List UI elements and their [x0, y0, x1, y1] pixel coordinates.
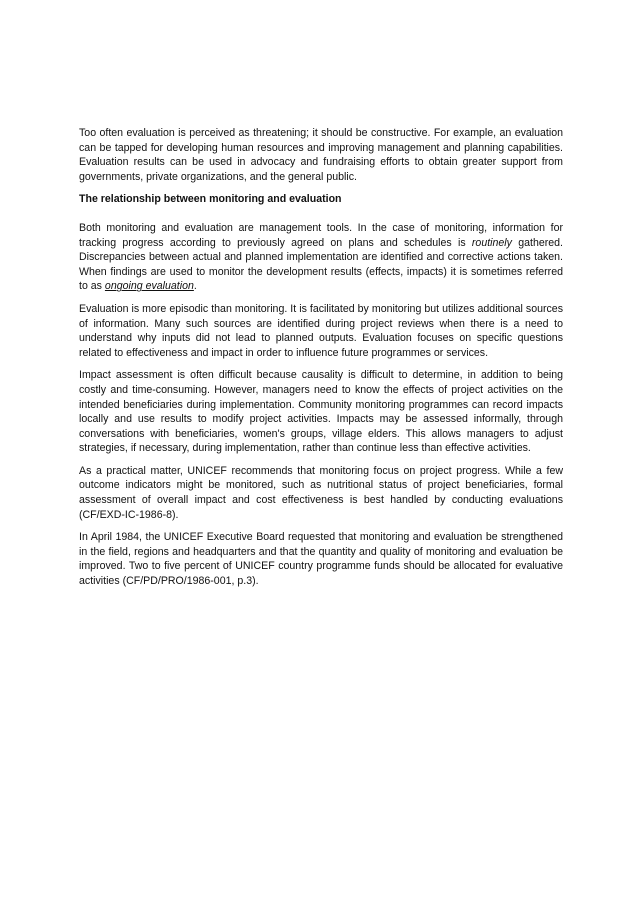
paragraph-impact-assessment: Impact assessment is often difficult because causality is difficult to determine, in addition to being costly and time-consuming. However, managers need to know the effects of project activities on the intended beneficiaries during implementation. Community monitoring programmes can record impacts locally and use results to modify project activities. Impacts may be assessed informally, through conversations with beneficiaries, women's groups, village elders. This allows managers to adjust strategies, if necessary, during implementation, rather than continue less than effective activities.	[79, 369, 563, 455]
section-heading: The relationship between monitoring and evaluation	[79, 193, 342, 206]
emphasis-routinely: routinely	[471, 236, 512, 249]
document-page	[79, 126, 563, 597]
paragraph-evaluation-constructive: Too often evaluation is perceived as threatening; it should be constructive. For example, an evaluation can be tapped for developing human resources and improving management and planning capabilities. Evaluation results can be used in advocacy and fundraising efforts to obtain greater support from governments, private organizations, and the general public.	[79, 127, 563, 183]
paragraph-text: gathered. Discrepancies between actual and planned implementation are identified and corrective actions taken. When findings are used to monitor the development results (effects, impacts) it is sometimes referred to as	[79, 236, 563, 293]
paragraph-executive-board: In April 1984, the UNICEF Executive Board requested that monitoring and evaluation be strengthened in the field, regions and headquarters and that the quantity and quality of monitoring and evaluation be improved. Two to five percent of UNICEF country programme funds should be allocated for evaluative activities (CF/PD/PRO/1986-001, p.3).	[79, 531, 563, 588]
paragraph-text: Both monitoring and evaluation are management tools. In the case of monitoring, information for tracking progress according to previously agreed on plans and schedules is	[79, 221, 563, 249]
paragraph-monitoring-evaluation-tools	[79, 221, 563, 294]
underlined-term: ongoing evaluation	[104, 280, 194, 293]
emphasis-ongoing-evaluation	[105, 280, 194, 292]
paragraph-evaluation-episodic: Evaluation is more episodic than monitoring. It is facilitated by monitoring but utilizes additional sources of information. Many such sources are identified during project reviews when there is a need to understand why inputs did not lead to planned outputs. Evaluation focuses on specific questions related to effectiveness and impact in order to influence future programmes or services.	[79, 302, 563, 359]
paragraph-end: .	[193, 280, 197, 293]
paragraph-unicef-recommendation: As a practical matter, UNICEF recommends that monitoring focus on project progress. While a few outcome indicators might be monitored, such as nutritional status of project beneficiaries, formal assessment of overall impact and cost effectiveness is best handled by conducting evaluations (CF/EXD-IC-1986-8).	[79, 464, 563, 521]
